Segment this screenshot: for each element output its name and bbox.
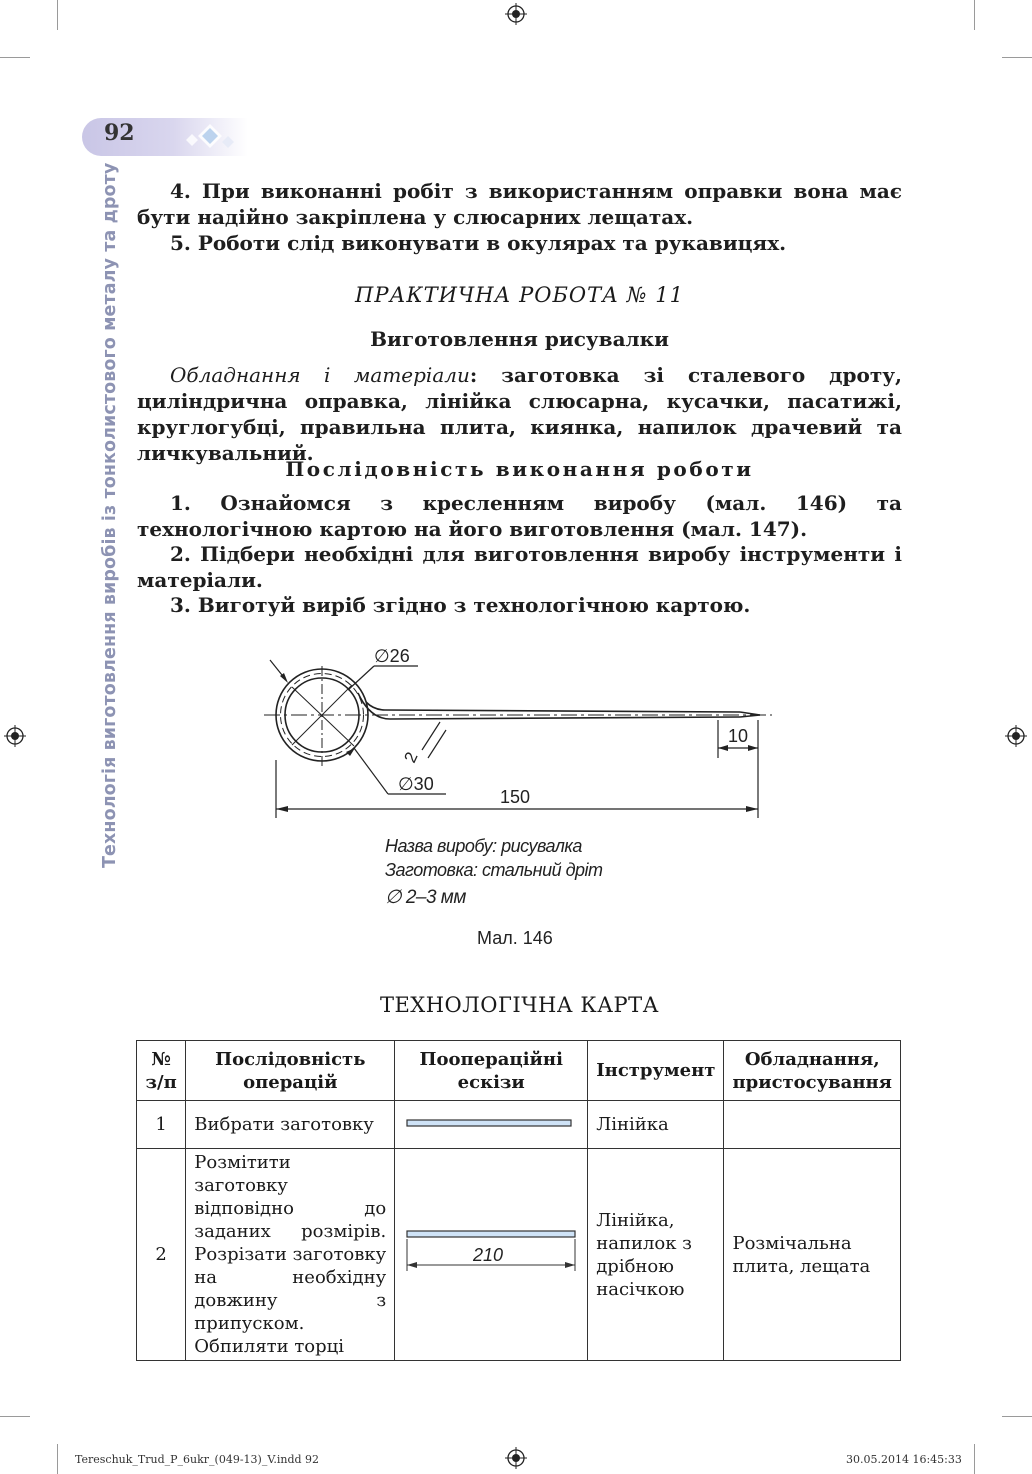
row-equipment	[724, 1101, 901, 1149]
side-running-title: Технологія виготовлення виробів із тонколистового металу та дроту	[100, 162, 120, 868]
caption-blank: Заготовка: стальний дріт	[385, 860, 603, 880]
step-item: 2. Підбери необхідні для виготовлення виробу інструменти і матеріали.	[137, 542, 902, 592]
footer-date: 30.05.2014 16:45:33	[846, 1453, 962, 1466]
registration-mark-icon	[505, 1447, 527, 1469]
header-operations: Послідовність операцій	[186, 1041, 395, 1101]
row-sketch	[395, 1101, 588, 1149]
crop-mark	[1002, 57, 1032, 58]
wire-cut-sketch	[403, 1225, 579, 1279]
wire-blank-sketch	[403, 1116, 575, 1130]
registration-mark-icon	[1005, 725, 1027, 747]
header-num: № з/п	[137, 1041, 186, 1101]
step-item: 3. Виготуй виріб згідно з технологічною картою.	[170, 593, 751, 617]
caption-product: Назва виробу: рисувалка	[385, 836, 582, 856]
crop-mark	[0, 57, 30, 58]
row-tool: Лінійка	[588, 1101, 724, 1149]
table-row	[137, 1149, 901, 1361]
rule-item: 5. Роботи слід виконувати в окулярах та рукавицях.	[170, 231, 787, 255]
step-item: 1. Ознайомся з кресленням виробу (мал. 146) та технологічною картою на його виготовлення (мал. 147).	[137, 491, 902, 541]
registration-mark-icon	[4, 725, 26, 747]
tech-map-table	[136, 1040, 901, 1361]
dim-2: 2	[400, 749, 422, 766]
dim-10: 10	[728, 726, 749, 746]
caption-diameter: ∅ 2–3 мм	[385, 887, 466, 908]
page-number: 92	[104, 120, 135, 146]
table-row	[137, 1101, 901, 1149]
row-num: 2	[137, 1149, 186, 1361]
crop-mark	[0, 1416, 30, 1417]
practical-work-title: ПРАКТИЧНА РОБОТА № 11	[355, 283, 684, 307]
footer-file: Tereschuk_Trud_P_6ukr_(049-13)_V.indd 92	[75, 1453, 320, 1466]
technical-drawing	[250, 640, 790, 820]
rule-item: 4. При виконанні робіт з використанням оправки вона має бути надійно закріплена у слюсарних лещатах.	[137, 179, 902, 229]
diamond-decoration-icon	[180, 122, 250, 156]
row-operation: Розмітити заготовку відповідно до заданих розмірів. Розрізати заготовку на необхідну довжину з припуском. Обпиляти торці	[186, 1149, 395, 1361]
equipment-paragraph	[137, 362, 902, 466]
sequence-title: Послідовність виконання роботи	[285, 457, 754, 481]
row-operation: Вибрати заготовку	[186, 1101, 395, 1149]
header-tool: Інструмент	[588, 1041, 724, 1101]
crop-mark	[1002, 1416, 1032, 1417]
figure-label: Мал. 146	[477, 928, 553, 948]
table-header-row	[137, 1041, 901, 1101]
dim-150: 150	[500, 787, 531, 807]
row-num: 1	[137, 1101, 186, 1149]
crop-mark	[974, 1444, 975, 1474]
dim-d30: ∅30	[398, 774, 434, 794]
crop-mark	[57, 1444, 58, 1474]
row-sketch	[395, 1149, 588, 1361]
row-tool: Лінійка, напилок з дрібною насічкою	[588, 1149, 724, 1361]
sketch-dim-210: 210	[473, 1244, 504, 1265]
header-equipment: Обладнання, пристосування	[724, 1041, 901, 1101]
crop-mark	[57, 0, 58, 30]
header-sketches: Пооперацiйнi ескiзи	[395, 1041, 588, 1101]
work-title: Виготовлення рисувалки	[370, 327, 669, 351]
equipment-label: Обладнання і матеріали	[170, 363, 470, 387]
dim-d26: ∅26	[374, 646, 410, 666]
registration-mark-icon	[505, 3, 527, 25]
crop-mark	[974, 0, 975, 30]
tech-map-title: ТЕХНОЛОГІЧНА КАРТА	[379, 993, 660, 1017]
row-equipment: Розмічальна плита, лещата	[724, 1149, 901, 1361]
equipment-text: : заготовка зі сталевого дроту, циліндрична оправка, лінійка слюсарна, кусачки, пасатижі, круглогубці, правильна плита, киянка, напилок драчевий та личкувальний.	[137, 363, 902, 465]
